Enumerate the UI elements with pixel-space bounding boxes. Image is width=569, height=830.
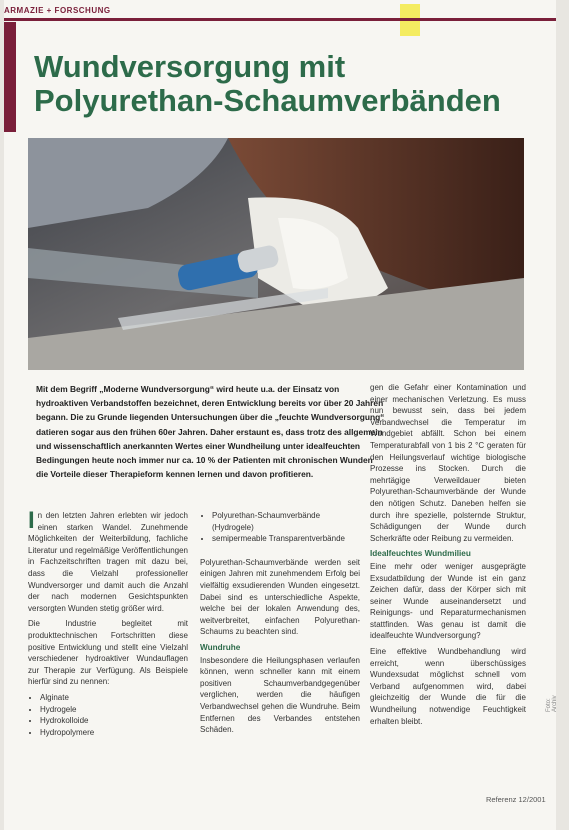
accent-bar [4,22,16,132]
column-3-paragraph-2: Eine mehr oder weniger ausgeprägte Exsudatbildung der Wunde ist ein ganz Zeichen dafür, dass der Körper sich mit seiner Wunde auseinandersetzt und Reinigungs- und Reparaturmechanismen stattfinden. Was genau ist damit die idealfeuchte Wundversorgung? [370,561,526,641]
column-1-text-1: n den letzten Jahren erlebten wir jedoch einen starken Wandel. Zunehmende Möglichkeiten der Weiterbildung, fachliche Literatur und regelmäßige Veröffentlichungen in Fachzeitschriften tragen mit dazu bei, dass die Vielzahl professioneller Wundversorger und damit auch die Anzahl der nach modernen Gesichtspunkten versorgten Wunden stetig größer wird. [28,511,188,613]
article-lead: Mit dem Begriff „Moderne Wundversorgung“ wird heute u.a. der Einsatz von hydroaktiven Verbandstoffen bezeichnet, deren Entwicklung bereits vor über 20 Jahren begann. Die zu Grunde liegenden Untersuchungen über die „feuchte Wundversorgung“ datieren sogar aus den frühen 60er Jahren. Daher erstaunt es, dass trotz des allgemein und wissenschaftlich anerkannten Wertes einer Wundheilung unter idealfeuchten Bedingungen heute noch immer nur ca. 10 % der Patienten mit chronischen Wunden die Vorteile dieser Therapieform kennen lernen und davon profitieren. [36,384,385,480]
wound-care-photo [28,138,524,370]
title-line-1: Wundversorgung mit [34,49,346,84]
header-rule [4,18,556,21]
column-1 [28,507,188,738]
magazine-page [4,0,556,830]
list-item: • Hydrokolloide [40,715,188,727]
article-title [34,50,501,118]
list-item: • Alginate [40,692,188,704]
list-item: • Polyurethan-Schaumverbände (Hydrogele) [212,510,360,533]
column-3-paragraph-3: Eine effektive Wundbehandlung wird erreicht, wenn überschüssiges Wundexsudat möglichst schnell vom Verband aufgenommen wird, dabei gleichzeitig der Wunde die für die Wundheilung notwendige Feuchtigkeit erhalten bleibt. [370,647,526,726]
column-3 [370,382,526,731]
section-header: ARMAZIE + FORSCHUNG [4,6,111,15]
heading-idealfeuchtes-wundmilieu: Idealfeuchtes Wundmilieu [370,549,471,559]
dressing-types-list-continued [200,510,360,545]
heading-wundruhe: Wundruhe [200,642,241,652]
column-2-paragraph-2: Insbesondere die Heilungsphasen verlaufen können, wenn schneller kann mit einem positiven Schaumverbandgegenüber verglichen, werden die häufigen Verbandwechsel gehen die Wundruhe. Beim Entfernen des Verbandes entstehen Schäden. [200,655,360,735]
column-2 [200,510,360,740]
drop-cap: I [28,507,35,534]
column-2-paragraph-1: Polyurethan-Schaumverbände werden seit einigen Jahren mit zunehmendem Erfolg bei vielfältig exsudierenden Wunden eingesetzt. Dabei sind es unterschiedliche Aspekte, welche bei der lokalen Anwendung des, weitverbreitet, einfachen Polyurethan-Schaums zu beachten sind. [200,557,360,637]
list-item: • Hydropolymere [40,727,188,739]
photo-illustration [28,138,524,370]
column-1-paragraph-1 [28,507,188,614]
column-1-paragraph-2: Die Industrie begleitet mit produkttechnischen Fortschritten diese positive Entwicklung und stellt eine Vielzahl verschiedener hydroaktiver Wundauflagen zur Therapie zur Verfügung. Als Beispiele hierfür sind zu nennen: [28,619,188,687]
title-line-2: Polyurethan-Schaumverbänden [34,83,501,118]
dressing-types-list [28,692,188,738]
list-item: • Hydrogele [40,704,188,716]
column-3-paragraph-1: gen die Gefahr einer Kontamination und einer mechanischen Verletzung. Es muss nun bewusst sein, dass bei jedem Verbandwechsel die Temperatur im Wundgebiet abfällt. Schon bei einem Temperaturabfall von 1 bis 2 °C geraten für den Heilungsverlauf wichtige biologische Prozesse ins Stocken. Durch die mehrtägige Verweildauer bieten Polyurethan-Schaumverbände der Wunde den nötigen Schutz. Daneben helfen sie durch ihre spezielle, polsternde Struktur, Schädigungen der Wunde durch Scherkräfte oder Reibung zu vermeiden. [370,383,526,543]
issue-footer: Referenz 12/2001 [486,795,546,804]
list-item: • semipermeable Transparentverbände [212,533,360,545]
photo-credit: Foto: Archiv [546,695,558,712]
